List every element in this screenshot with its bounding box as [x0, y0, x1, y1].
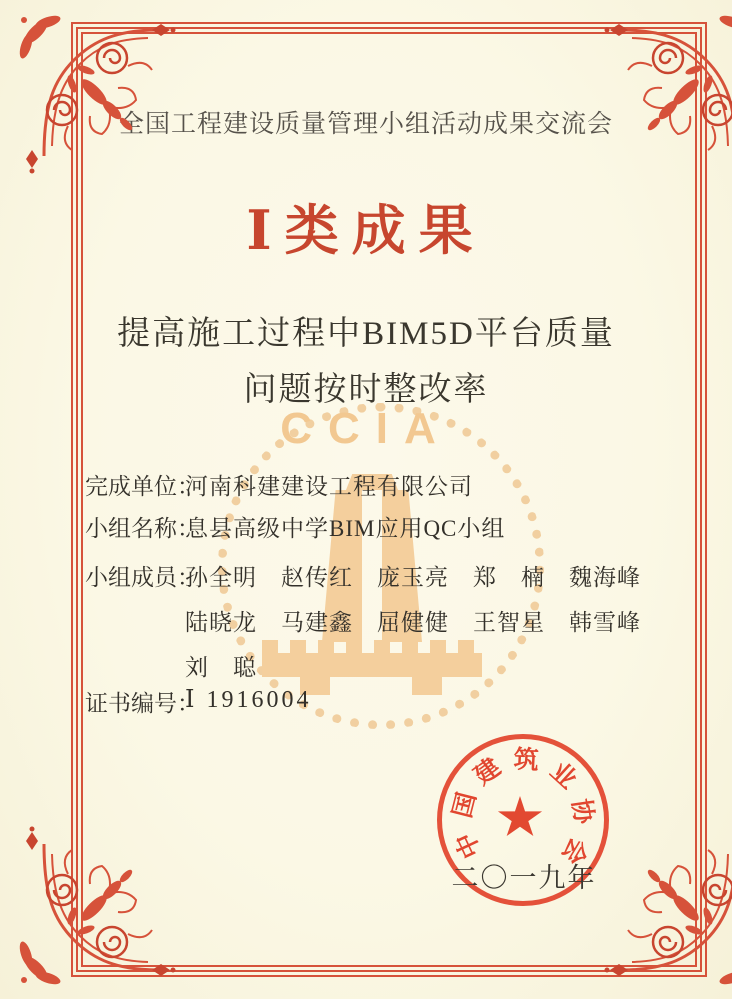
conference-title: 全国工程建设质量管理小组活动成果交流会: [118, 110, 613, 138]
seal-character: 协: [566, 797, 598, 826]
ccia-watermark-text: CCIA: [280, 404, 452, 453]
cert-number-label: 证书编号：: [85, 691, 200, 716]
cert-number-value: Ⅰ 1916004: [185, 687, 312, 713]
seal-character: 建: [469, 753, 506, 791]
achievement-title: [0, 306, 732, 418]
group-name-value: 息县高级中学BIM应用QC小组: [185, 516, 506, 541]
seal-character: 会: [555, 832, 593, 869]
corner-ornament-top-right-icon: [602, 6, 732, 176]
unit-label: 完成单位：: [85, 474, 200, 499]
achievement-title-line1: 提高施工过程中BIM5D平台质量: [117, 316, 615, 352]
wall-crenellation-icon: [262, 640, 482, 653]
wall-watermark-icon: [262, 653, 482, 677]
members-line1: 孙全明 赵传红 庞玉亮 郑 楠 魏海峰: [185, 565, 641, 590]
seal-character: 国: [449, 789, 482, 821]
members-label: 小组成员：: [85, 565, 200, 590]
seal-character: 业: [544, 757, 582, 795]
group-name-label: 小组名称：: [85, 516, 200, 541]
seal-character: 中: [451, 828, 487, 863]
corner-ornament-top-left-icon: [8, 6, 178, 176]
corner-ornament-bottom-left-icon: [8, 824, 178, 994]
seal-character: 筑: [512, 746, 540, 775]
members-line3: 刘 聪: [185, 655, 257, 680]
wall-foot-right-icon: [412, 677, 442, 695]
members-line2: 陆晓龙 马建鑫 屈健健 王智星 韩雪峰: [185, 610, 641, 635]
award-grade: Ⅰ类成果: [246, 201, 486, 261]
corner-ornament-bottom-right-icon: [602, 824, 732, 994]
unit-value: 河南科建建设工程有限公司: [185, 474, 473, 499]
seal-year: 二〇一九年: [451, 863, 597, 893]
achievement-title-line2: 问题按时整改率: [243, 372, 489, 408]
